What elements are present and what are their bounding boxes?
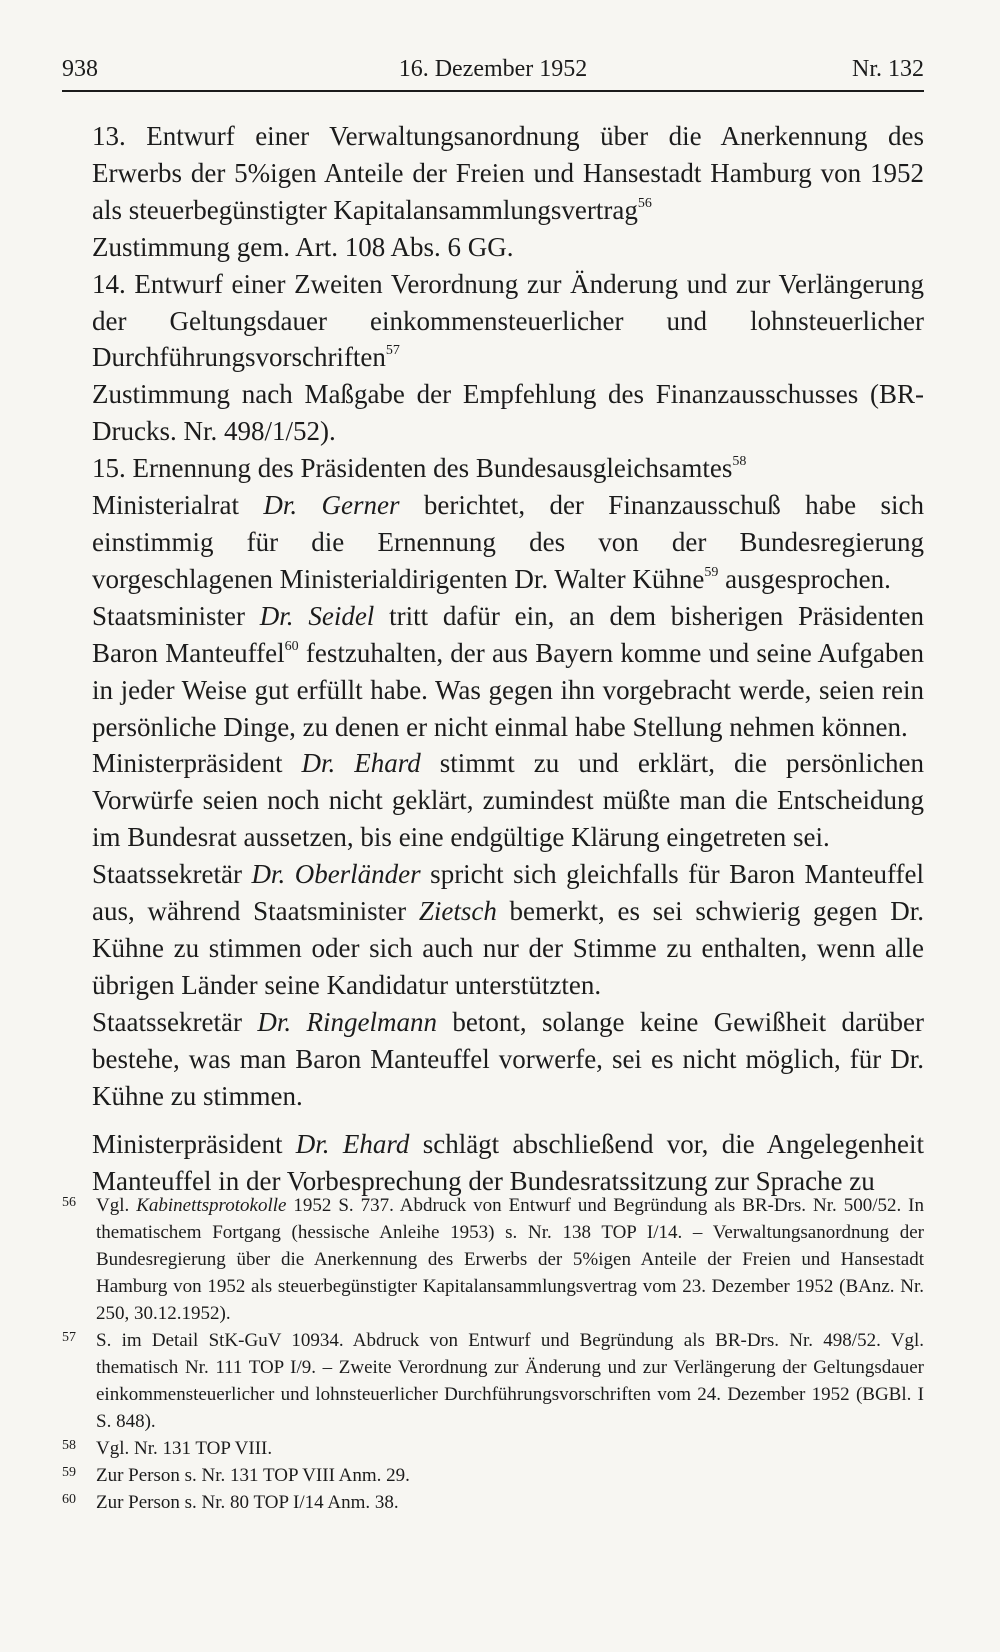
header-rule (62, 90, 924, 92)
person-name: Kabinettsprotokolle (136, 1195, 287, 1216)
text-run: 1952 S. 737. Abdruck von Entwurf und Begründung als BR-Drs. Nr. 500/52. In thematischem Fortgang (hessische Anleihe 1953) s. Nr. 138 TOP I/14. – Verwaltungsanordnung der Bundesregierung über die Anerkennung des Erwerbs der 5%igen Anteile der Freien und Hansestadt Hamburg von 1952 als steuerbegünstigter Kapitalansammlungsvertrag vom 23. Dezember 1952 (BAnz. Nr. 250, 30.12.1952). (96, 1195, 924, 1324)
footnote-number: 57 (62, 1330, 76, 1345)
footnotes (62, 1192, 924, 1516)
text-run: Zur Person s. Nr. 131 TOP VIII Anm. 29. (96, 1465, 410, 1486)
text-run: stimmt zu und erklärt, die persönlichen Vorwürfe seien noch nicht geklärt, zumindest müßte man die Entscheidung im Bundesrat aussetzen, bis eine endgültige Klärung eingetreten sei. (92, 748, 924, 853)
text-run: ausgesprochen. (718, 563, 891, 594)
paragraph-p15b (92, 487, 924, 598)
text-run: 14. Entwurf einer Zweiten Verordnung zur Änderung und zur Verlängerung der Geltungsdauer einkommensteuerlicher und lohnsteuerlicher Durchführungsvorschriften (92, 268, 924, 373)
paragraph-p13b (92, 229, 924, 266)
footnote-ref: 59 (704, 564, 719, 580)
text-run: Staatssekretär (92, 859, 252, 890)
running-header (62, 52, 924, 86)
page-number: 938 (62, 56, 98, 82)
paragraph-p15 (92, 450, 924, 487)
text-run: bemerkt, es sei schwierig gegen Dr. Kühne zu stimmen oder sich auch nur der Stimme zu enthalten, wenn alle übrigen Länder seine Kandidatur unterstützten. (92, 896, 924, 1000)
text-run: tritt dafür ein, an dem bisherigen Präsidenten Baron Manteuffel (92, 600, 924, 668)
person-name: Dr. Ehard (301, 748, 421, 779)
paragraph-p15d (92, 745, 924, 856)
text-run: festzuhalten, der aus Bayern komme und seine Aufgaben in jeder Weise gut erfüllt habe. Was gegen ihn vorgebracht werde, seien rein persönliche Dinge, zu denen er nicht einmal habe Stellung nehmen können. (92, 637, 924, 742)
person-name: Dr. Gerner (263, 490, 400, 521)
footnote-number: 60 (62, 1492, 76, 1507)
footnote-ref: 57 (385, 343, 400, 359)
footnote-58 (62, 1435, 924, 1462)
footnote-number: 56 (62, 1195, 76, 1210)
text-run: spricht sich gleichfalls für Baron Manteuffel aus, während Staatsminister (92, 859, 925, 927)
body-text (92, 118, 924, 1200)
text-run: Vgl. Nr. 131 TOP VIII. (96, 1438, 273, 1459)
footnote-57 (62, 1327, 924, 1435)
text-run: Zustimmung nach Maßgabe der Empfehlung des Finanzausschusses (BR-Drucks. Nr. 498/1/52). (92, 379, 924, 447)
person-name: Zietsch (418, 896, 497, 927)
footnote-56 (62, 1192, 924, 1327)
header-date: 16. Dezember 1952 (398, 56, 588, 82)
footnote-ref: 60 (284, 638, 299, 654)
footnote-59 (62, 1462, 924, 1489)
footnote-number: 58 (62, 1438, 76, 1453)
text-run: betont, solange keine Gewißheit darüber bestehe, was man Baron Manteuffel vorwerfe, sei es nicht möglich, für Dr. Kühne zu stimmen. (92, 1006, 925, 1111)
person-name: Dr. Ehard (295, 1129, 410, 1160)
text-run: 15. Ernennung des Präsidenten des Bundesausgleichsamtes (92, 453, 733, 484)
header-issue: Nr. 132 (852, 56, 924, 82)
paragraph-p15c (92, 598, 924, 746)
paragraph-p15g (92, 1126, 924, 1200)
text-run: Ministerialrat (92, 490, 264, 521)
paragraph-p15e (92, 856, 924, 1004)
paragraph-p13 (92, 118, 924, 229)
paragraph-p14b (92, 376, 924, 450)
text-run: Zustimmung gem. Art. 108 Abs. 6 GG. (92, 231, 514, 262)
footnote-60 (62, 1489, 924, 1516)
text-run: Staatsminister (92, 600, 260, 631)
person-name: Dr. Oberländer (251, 859, 421, 890)
paragraph-p14 (92, 266, 924, 377)
footnote-ref: 58 (732, 454, 747, 470)
person-name: Dr. Ringelmann (257, 1006, 437, 1037)
text-run: Vgl. (96, 1195, 137, 1216)
person-name: Dr. Seidel (259, 600, 375, 631)
text-run: S. im Detail StK-GuV 10934. Abdruck von Entwurf und Begründung als BR-Drs. Nr. 498/52. Vgl. thematisch Nr. 111 TOP I/9. – Zweite Verordnung zur Änderung und zur Verlängerung der Geltungsdauer einkommensteuerlicher und lohnsteuerlicher Durchführungsvorschriften vom 24. Dezember 1952 (BGBl. I S. 848). (96, 1330, 924, 1432)
text-run: Ministerpräsident (92, 1129, 296, 1160)
text-run: 13. Entwurf einer Verwaltungsanordnung über die Anerkennung des Erwerbs der 5%igen Anteile der Freien und Hansestadt Hamburg von 1952 als steuerbegünstigter Kapitalansammlungsvertrag (92, 121, 924, 225)
footnote-ref: 56 (637, 195, 652, 211)
paragraph-p15f (92, 1004, 924, 1115)
text-run: berichtet, der Finanzausschuß habe sich einstimmig für die Ernennung des von der Bundesregierung vorgeschlagenen Ministerialdirigenten Dr. Walter Kühne (92, 490, 924, 594)
footnote-number: 59 (62, 1465, 76, 1480)
text-run: Zur Person s. Nr. 80 TOP I/14 Anm. 38. (96, 1492, 399, 1513)
text-run: schlägt abschließend vor, die Angelegenheit Manteuffel in der Vorbesprechung der Bundesratssitzung zur Sprache zu (92, 1129, 925, 1197)
text-run: Staatssekretär (92, 1006, 258, 1037)
text-run: Ministerpräsident (92, 748, 302, 779)
